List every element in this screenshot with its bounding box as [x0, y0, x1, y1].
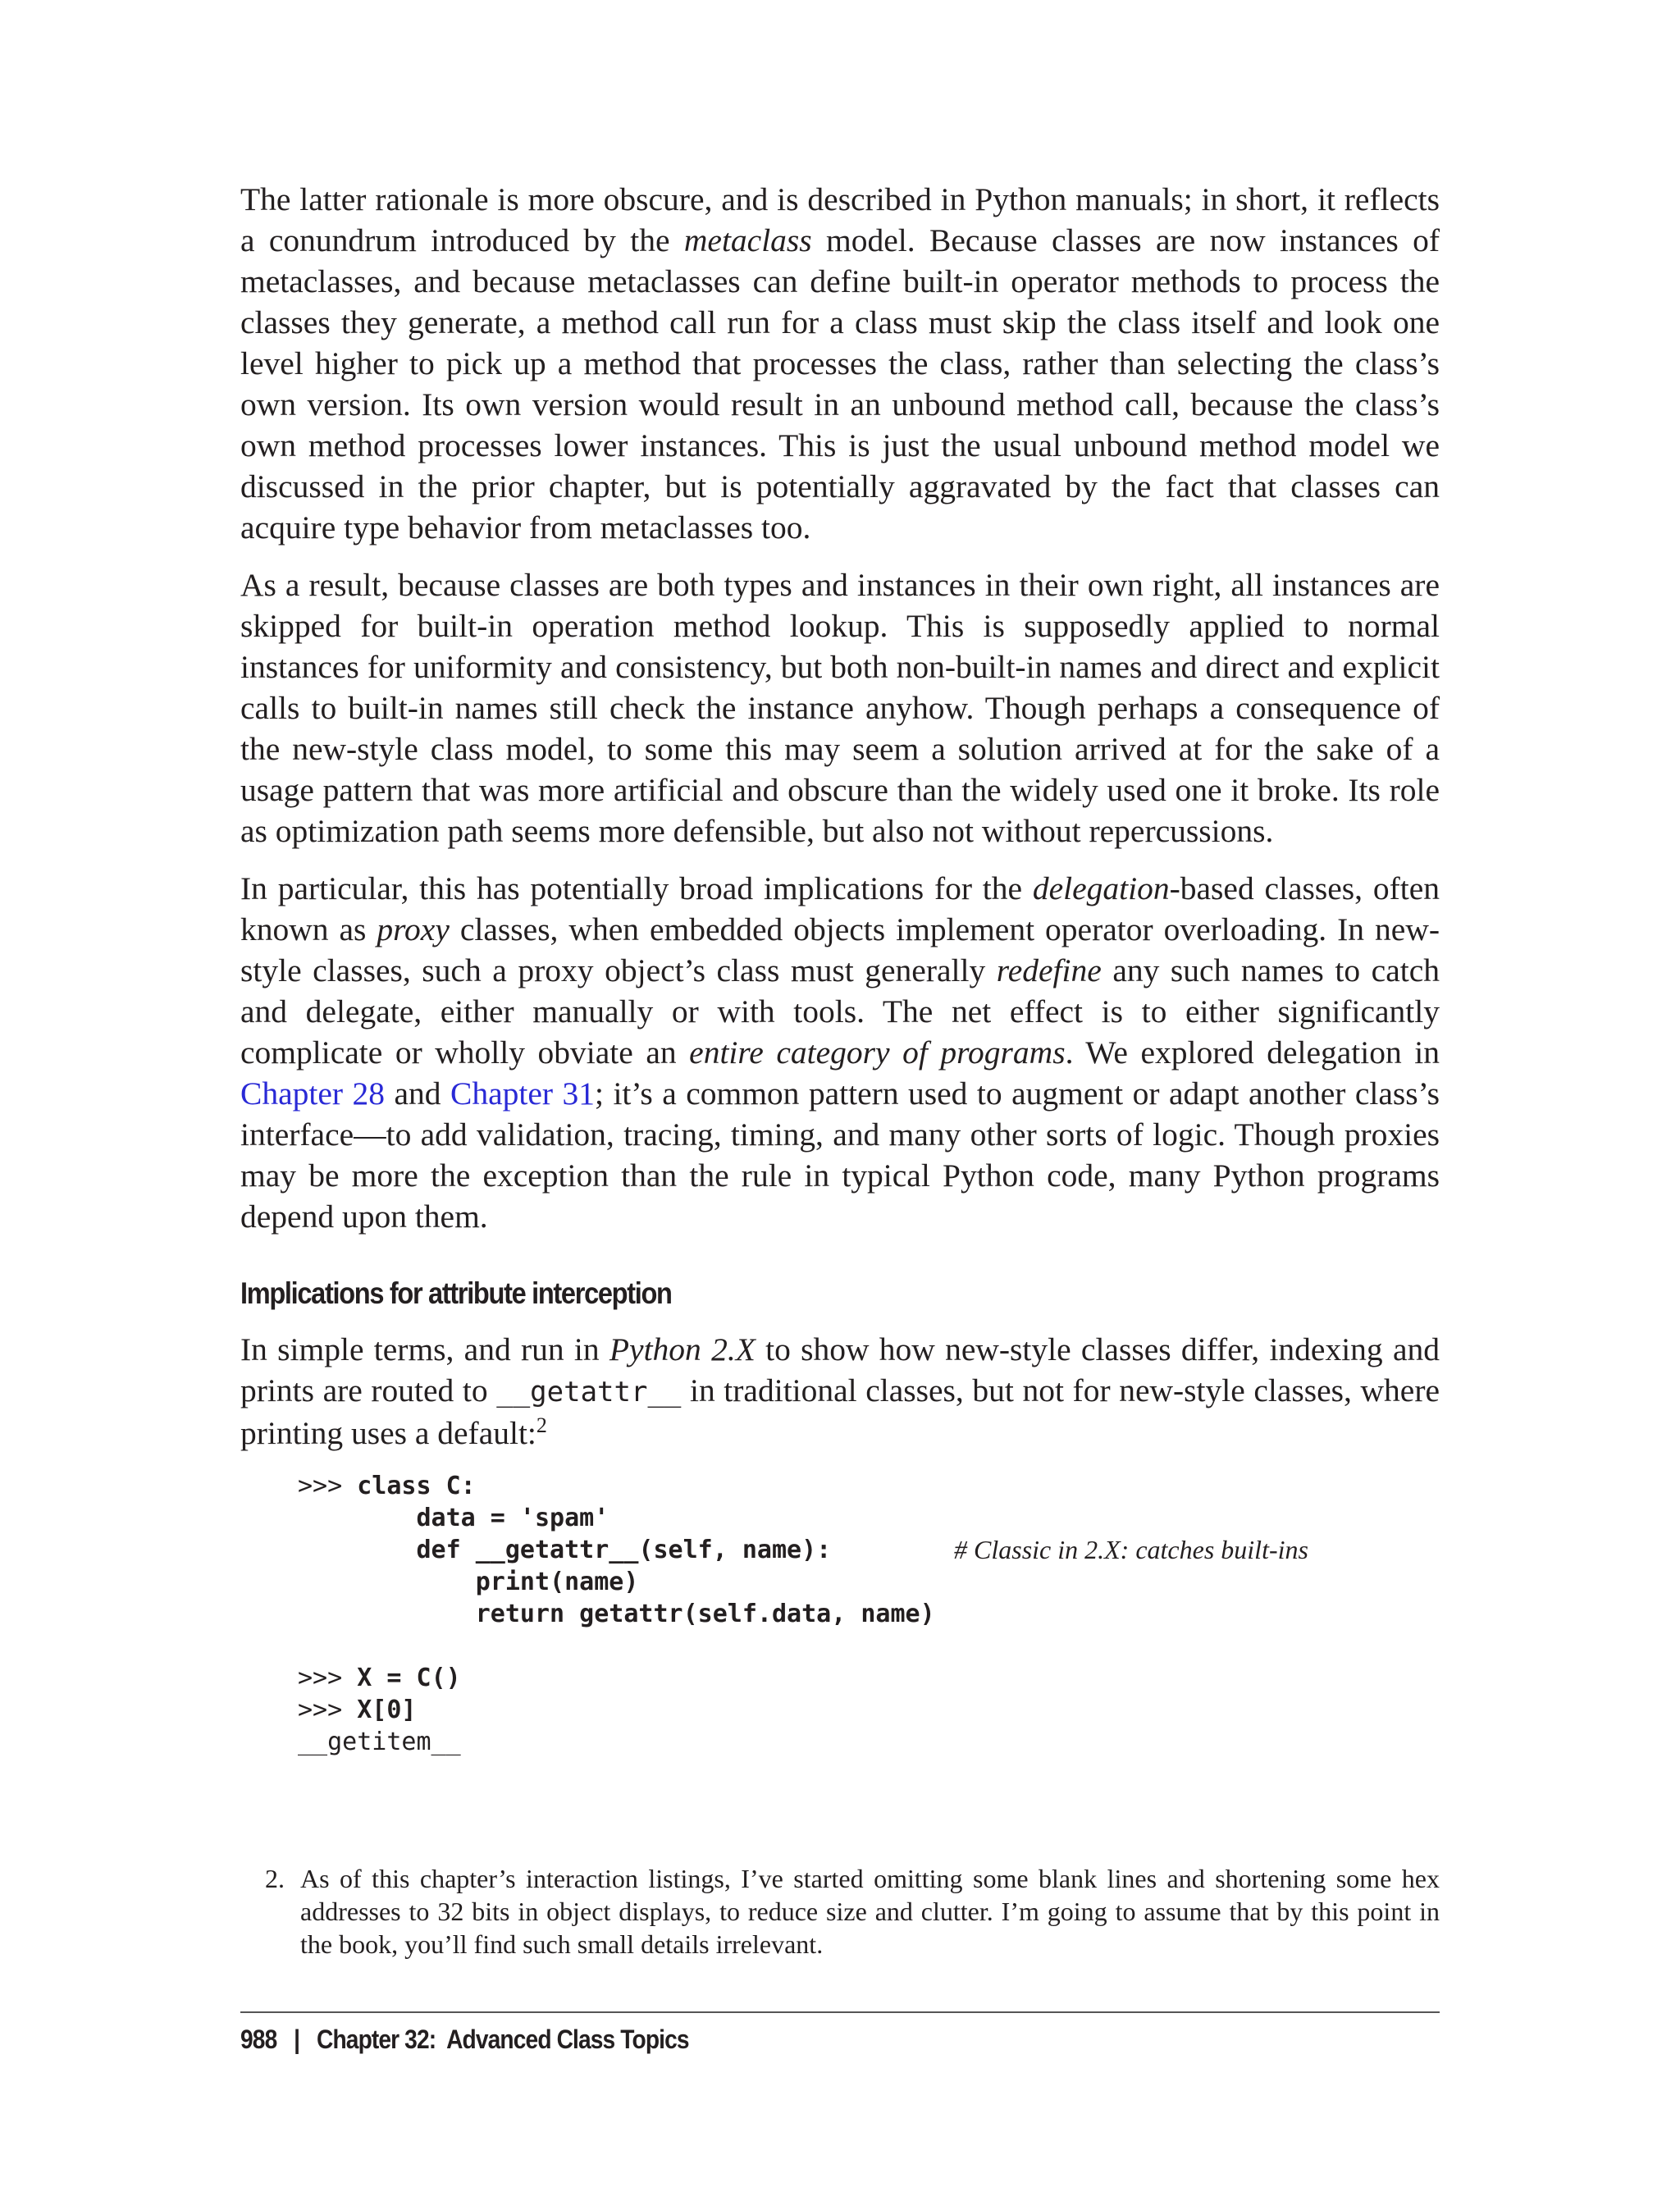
code-text: return getattr(self.data, name) [298, 1600, 935, 1628]
code-text: X[0] [357, 1696, 417, 1724]
footer-rule [240, 2011, 1440, 2013]
text-run: As a result, because classes are both types and instances in their own right, all instances are skipped for built-in operation method lookup. This is supposedly applied to normal instances for uniformity and consistency, but both non-built-in names and direct and explicit calls to built-in names still check the instance anyhow. Though perhaps a consequence of the new-style class model, to some this may seem a solution arrived at for the sake of a usage pattern that was more artificial and obscure than the widely used one it broke. Its role as optimization path seems more defensible, but also not without repercussions. [240, 567, 1440, 849]
code-text: def __getattr__(self, name): [298, 1536, 832, 1564]
page-body [240, 179, 1440, 1758]
page-number: 988 [240, 2025, 277, 2054]
code-output-line [298, 1726, 1440, 1758]
code-text: print(name) [298, 1568, 639, 1596]
text-run: in traditional classes, but not for new-style classes, where printing uses a default: [240, 1372, 1440, 1451]
code-line [298, 1470, 1440, 1502]
code-line [298, 1566, 1440, 1598]
text-run: In particular, this has potentially broad implications for the [240, 870, 1033, 906]
text-run: model. Because classes are now instances of metaclasses, and because metaclasses can define built-in operator methods to process the classes they generate, a method call run for a class must skip the class itself and look one level higher to pick up a method that processes the class, rather than selecting the class’s own version. Its own version would result in an unbound method call, because the class’s own method processes lower instances. This is just the usual unbound method model we discussed in the prior chapter, but is potentially aggravated by the fact that classes can acquire type behavior from metaclasses too. [240, 222, 1440, 546]
paragraph-metaclass-rationale [240, 179, 1440, 548]
code-prompt: >>> [298, 1472, 358, 1500]
footnote [240, 1862, 1440, 1961]
emphasis-proxy: proxy [377, 911, 450, 947]
code-line [298, 1662, 1440, 1694]
code-prompt: >>> [298, 1664, 358, 1692]
emphasis-entire-category: entire category of programs [689, 1034, 1066, 1071]
emphasis-python-2x: Python 2.X [609, 1331, 756, 1367]
text-run: classes, when embedded objects implement operator overloading. In new-style classes, such a proxy object’s class must generally [240, 911, 1440, 988]
paragraph-result [240, 564, 1440, 851]
code-line [298, 1502, 1440, 1534]
code-comment: # Classic in 2.X: catches built-ins [954, 1535, 1308, 1564]
code-blank-line [298, 1630, 1440, 1662]
text-run: ; it’s a common pattern used to augment or adapt another class’s interface—to add validation, tracing, timing, and many other sorts of logic. Though proxies may be more the exception than the rule in typical Python code, many Python programs depend upon them. [240, 1075, 1440, 1235]
code-line [298, 1694, 1440, 1726]
emphasis-metaclass: metaclass [683, 222, 812, 258]
code-text: data = 'spam' [298, 1504, 609, 1532]
link-chapter-28[interactable]: Chapter 28 [240, 1075, 386, 1112]
text-run: . We explored delegation in [1065, 1034, 1440, 1071]
code-prompt: >>> [298, 1696, 358, 1724]
paragraph-simple-terms [240, 1329, 1440, 1454]
code-line [298, 1598, 1440, 1630]
section-subheading: Implications for attribute interception [240, 1276, 672, 1310]
text-run: and [385, 1075, 450, 1112]
inline-code-getattr: __getattr__ [496, 1376, 682, 1408]
code-output: __getitem__ [298, 1728, 461, 1756]
paragraph-delegation [240, 868, 1440, 1237]
emphasis-redefine: redefine [996, 952, 1102, 988]
emphasis-delegation: delegation [1032, 870, 1170, 906]
code-text: X = C() [357, 1664, 461, 1692]
footnote-text: As of this chapter’s interaction listings, I’ve started omitting some blank lines and shortening some hex addresses to 32 bits in object displays, to reduce size and clutter. I’m going to assume that by this point in the book, you’ll find such small details irrelevant. [300, 1864, 1440, 1959]
text-run: to show how new-style classes differ, indexing and prints are routed to [240, 1331, 1440, 1408]
code-text: class C: [357, 1472, 476, 1500]
page-footer [240, 2025, 689, 2055]
footer-separator: | [294, 2025, 300, 2054]
footnote-number: 2. [265, 1864, 285, 1893]
link-chapter-31[interactable]: Chapter 31 [450, 1075, 595, 1112]
code-line [298, 1534, 1440, 1566]
footnote-reference[interactable]: 2 [536, 1413, 547, 1437]
text-run: -based classes, often known as [240, 870, 1440, 947]
text-run: any such names to catch and delegate, either manually or with tools. The net effect is to either significantly complicate or wholly obviate an [240, 952, 1440, 1071]
text-run: In simple terms, and run in [240, 1331, 609, 1367]
code-listing [298, 1470, 1440, 1758]
footer-chapter-title: Chapter 32: Advanced Class Topics [317, 2025, 689, 2054]
text-run: The latter rationale is more obscure, and is described in Python manuals; in short, it reflects a conundrum introduced by the [240, 181, 1440, 258]
